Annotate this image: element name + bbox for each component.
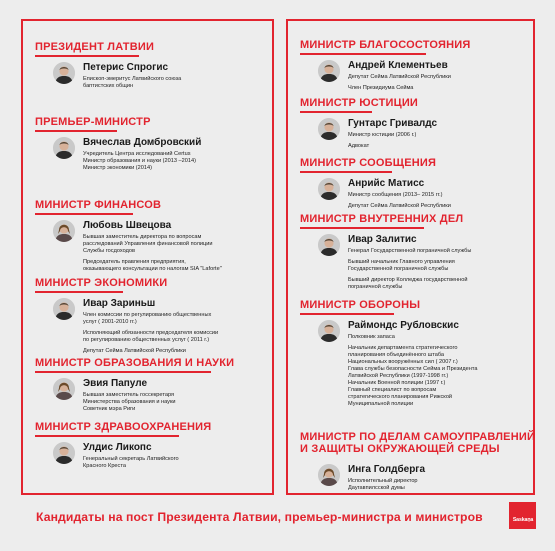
portrait-avatar bbox=[318, 118, 340, 140]
person-details bbox=[348, 334, 477, 408]
person-name: Улдис Ликопс bbox=[83, 442, 152, 453]
underline bbox=[300, 111, 372, 113]
detail-line: Министр экономики (2014) bbox=[83, 165, 152, 171]
person-name: Любовь Швецова bbox=[83, 220, 172, 231]
portrait-avatar bbox=[53, 220, 75, 242]
person-details bbox=[83, 312, 218, 355]
detail-line: Начальник Военной полиции (1997 г.) bbox=[348, 380, 446, 386]
underline bbox=[35, 55, 139, 57]
detail-line: Член комиссии по регулированию общественных bbox=[83, 312, 212, 318]
detail-line: Член Президиума Сейма bbox=[348, 85, 414, 91]
portrait-avatar bbox=[53, 137, 75, 159]
portrait-avatar bbox=[318, 60, 340, 82]
underline bbox=[35, 435, 179, 437]
section-title: МИНИСТР ОБОРОНЫ bbox=[300, 299, 421, 311]
detail-line: Латвийской Республики (1997-1998 гг.) bbox=[348, 373, 449, 379]
portrait-avatar bbox=[53, 442, 75, 464]
underline bbox=[300, 53, 426, 55]
detail-line: Муниципальной полиции bbox=[348, 401, 414, 407]
underline bbox=[35, 213, 133, 215]
detail-line: Бывший директор Колледжа государственной bbox=[348, 277, 468, 283]
section-title: ПРЕЗИДЕНТ ЛАТВИИ bbox=[35, 41, 155, 53]
portrait-avatar bbox=[53, 298, 75, 320]
person-details bbox=[348, 192, 451, 210]
person-details bbox=[83, 151, 196, 172]
person-name: Инга Голдберга bbox=[348, 464, 426, 475]
section-title: МИНИСТР ФИНАНСОВ bbox=[35, 199, 162, 211]
left-column-frame bbox=[21, 19, 274, 495]
detail-line: Епископ-эмеритус Латвийского союза bbox=[83, 76, 182, 82]
detail-line: баптистских общин bbox=[83, 83, 134, 89]
portrait-avatar bbox=[318, 234, 340, 256]
person-details bbox=[348, 132, 416, 150]
detail-line: Генеральный секретарь Латвийского bbox=[83, 456, 179, 462]
detail-line: Исполняющий обязанности председателя комиссии bbox=[83, 330, 219, 336]
detail-line: Депутат Сейма Латвийской Республики bbox=[83, 348, 186, 354]
portrait-avatar bbox=[318, 320, 340, 342]
detail-line: Министр юстиции (2006 г.) bbox=[348, 132, 417, 138]
underline bbox=[300, 313, 394, 315]
detail-line: Министр образования и науки (2013 –2014) bbox=[83, 158, 196, 164]
detail-line: Учредитель Центра исследований Certus bbox=[83, 151, 191, 157]
portrait-avatar bbox=[53, 62, 75, 84]
person-name: Гунтарс Гривалдс bbox=[348, 118, 438, 129]
person-details bbox=[348, 248, 471, 291]
detail-line: Службы госдоходов bbox=[83, 248, 135, 254]
detail-line: оказывающего консультации по налогам SIA "Laforte" bbox=[83, 266, 222, 272]
person-details bbox=[83, 234, 222, 273]
section-title: МИНИСТР СООБЩЕНИЯ bbox=[300, 157, 437, 169]
person-name: Эвия Папуле bbox=[83, 378, 148, 389]
person-name: Вячеслав Домбровский bbox=[83, 137, 202, 148]
person-name: Петерис Спрогис bbox=[83, 62, 169, 73]
portrait-avatar bbox=[53, 378, 75, 400]
detail-line: стратегического планирования Рижской bbox=[348, 394, 453, 400]
section-title: МИНИСТР ЗДРАВООХРАНЕНИЯ bbox=[35, 421, 212, 433]
detail-line: Даугавпилсской думы bbox=[348, 485, 405, 491]
section-title: ПРЕМЬЕР-МИНИСТР bbox=[35, 116, 151, 128]
underline bbox=[35, 291, 123, 293]
person-name: Ивар Залитис bbox=[348, 234, 417, 245]
detail-line: планирования объединённого штаба bbox=[348, 352, 445, 358]
portrait-avatar bbox=[318, 464, 340, 486]
saskana-logo bbox=[509, 502, 536, 529]
detail-line: Главный специалист по вопросам bbox=[348, 387, 437, 393]
detail-line: Полковник запаса bbox=[348, 334, 395, 340]
detail-line: Бывшая заместитель госсекретаря bbox=[83, 392, 175, 398]
right-column-frame bbox=[286, 19, 535, 495]
person-name: Ивар Зариньш bbox=[83, 298, 156, 309]
person-details bbox=[348, 74, 451, 92]
detail-line: по регулированию общественных услуг ( 2011 г.) bbox=[83, 337, 210, 343]
underline bbox=[300, 227, 424, 229]
detail-line: Министерства образования и науки bbox=[83, 399, 176, 405]
person-details bbox=[348, 478, 418, 492]
detail-line: Бывшая заместитель директора по вопросам bbox=[83, 234, 202, 240]
detail-line: Министр сообщения (2013– 2015 гг.) bbox=[348, 192, 443, 198]
portrait-avatar bbox=[318, 178, 340, 200]
section-title: МИНИСТР ОБРАЗОВАНИЯ И НАУКИ bbox=[35, 357, 235, 369]
detail-line: Государственной пограничной службы bbox=[348, 266, 449, 272]
detail-line: пограничной службы bbox=[348, 284, 403, 290]
section-title: МИНИСТР ВНУТРЕННИХ ДЕЛ bbox=[300, 213, 464, 225]
section-title: МИНИСТР ЭКОНОМИКИ bbox=[35, 277, 168, 289]
section-title: МИНИСТР ЮСТИЦИИ bbox=[300, 97, 419, 109]
detail-line: Бывший начальник Главного управления bbox=[348, 259, 455, 265]
detail-line: Депутат Сейма Латвийской Республики bbox=[348, 203, 451, 209]
detail-line: Депутат Сейма Латвийской Республики bbox=[348, 74, 451, 80]
detail-line: Красного Креста bbox=[83, 463, 126, 469]
logo-text: Saskaņa bbox=[512, 517, 534, 523]
underline bbox=[35, 371, 211, 373]
detail-line: Адвокат bbox=[348, 143, 370, 149]
person-name: Анрийс Матисс bbox=[348, 178, 425, 189]
underline bbox=[35, 130, 117, 132]
person-details bbox=[83, 76, 181, 90]
section-title: МИНИСТР ПО ДЕЛАМ САМОУПРАВЛЕНИЙ И ЗАЩИТЫ ОКРУЖАЮЩЕЙ СРЕДЫ bbox=[300, 431, 536, 455]
detail-line: Начальник департамента стратегического bbox=[348, 345, 458, 351]
person-name: Андрей Клементьев bbox=[348, 60, 448, 71]
person-details bbox=[83, 392, 176, 413]
detail-line: услуг ( 2001-2010 гг.) bbox=[83, 319, 137, 325]
detail-line: расследований Управления финансовой полиции bbox=[83, 241, 213, 247]
detail-line: Глава службы безопасности Сейма и Президента bbox=[348, 366, 478, 372]
section-title: МИНИСТР БЛАГОСОСТОЯНИЯ bbox=[300, 39, 471, 51]
detail-line: Генерал Государственной пограничной службы bbox=[348, 248, 472, 254]
caption: Кандидаты на пост Президента Латвии, премьер-министра и министров bbox=[36, 510, 483, 524]
person-details bbox=[83, 456, 179, 470]
detail-line: Председатель правления предприятия, bbox=[83, 259, 186, 265]
detail-line: Исполнительный директор bbox=[348, 478, 418, 484]
detail-line: Национальных вооружённых сил ( 2007 г.) bbox=[348, 359, 458, 365]
detail-line: Советник мэра Риги bbox=[83, 406, 136, 412]
person-name: Раймондс Рубловскис bbox=[348, 320, 459, 331]
underline bbox=[300, 171, 392, 173]
